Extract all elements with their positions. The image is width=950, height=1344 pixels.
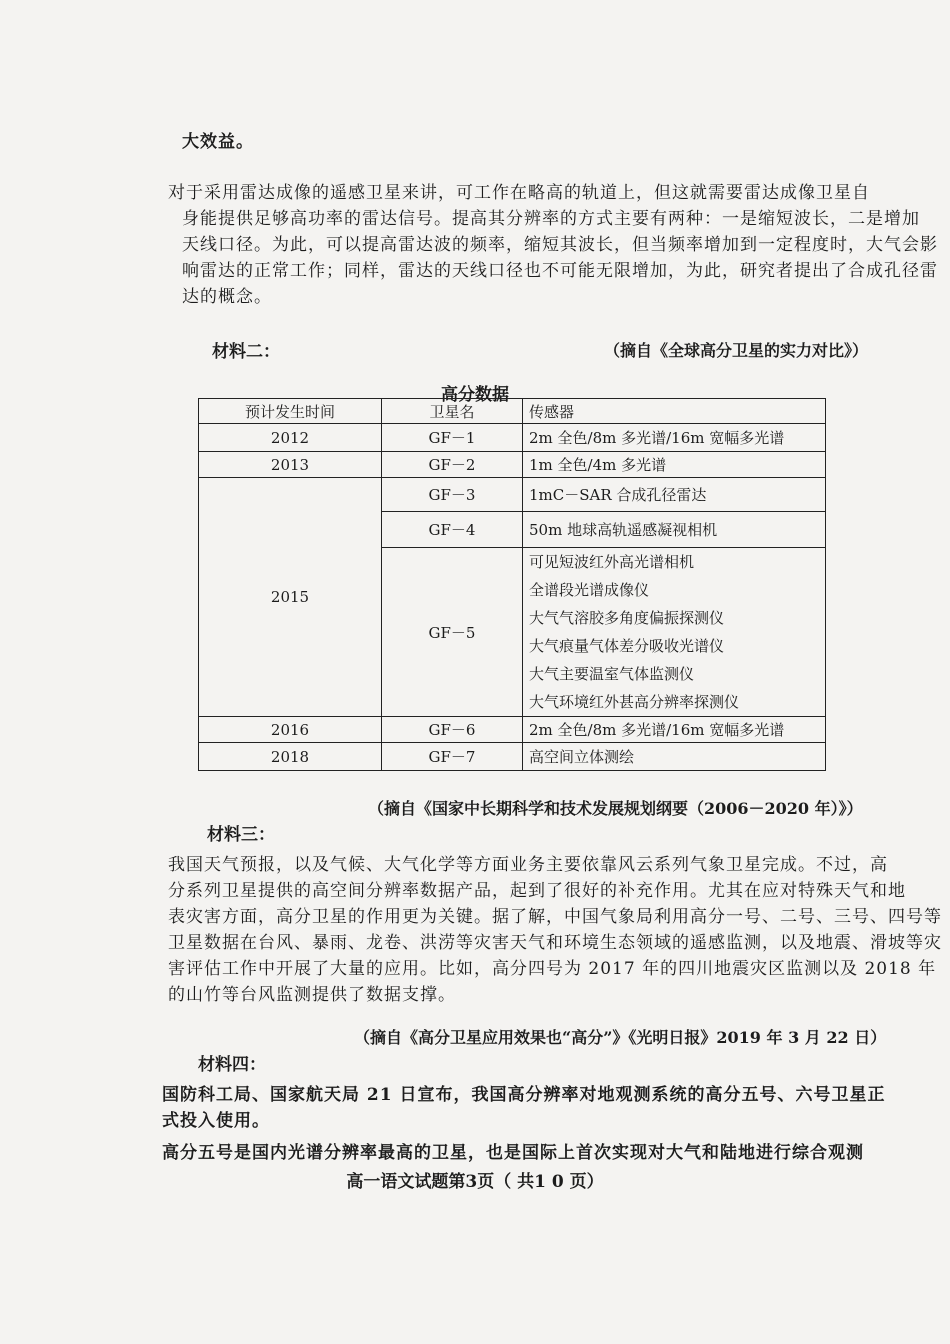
table-row [199,452,826,478]
satellite-table [198,398,826,771]
paragraph-line: 我国天气预报，以及气候、大气化学等方面业务主要依靠风云系列气象卫星完成。不过，高 [168,855,888,875]
table-header-row [199,399,826,424]
paragraph-line: 身能提供足够高功率的雷达信号。提高其分辨率的方式主要有两种：一是缩短波长，二是增加 [182,209,920,229]
sensor-cell: 1m 全色/4m 多光谱 [523,452,826,478]
sensor-item: 可见短波红外高光谱相机 [529,553,695,571]
paragraph-line: 对于采用雷达成像的遥感卫星来讲，可工作在略高的轨道上，但这就需要雷达成像卫星自 [168,183,870,203]
paragraph-line: 大效益。 [182,132,254,152]
table-row [199,717,826,743]
satellite-cell: GF－3 [382,478,523,512]
material3-label: 材料三： [207,825,275,845]
sensor-item: 大气痕量气体差分吸收光谱仪 [529,637,725,655]
satellite-cell: GF－7 [382,743,523,771]
sensor-cell: 1mC－SAR 合成孔径雷达 [523,478,826,512]
paragraph-line: 国防科工局、国家航天局 21 日宣布，我国高分辨率对地观测系统的高分五号、六号卫星正 [162,1085,886,1105]
header-cell: 预计发生时间 [199,399,382,424]
time-cell: 2012 [199,424,382,452]
sensor-item: 大气环境红外甚高分辨率探测仪 [529,693,740,711]
satellite-cell: GF－4 [382,512,523,548]
paragraph-line: 响雷达的正常工作；同样，雷达的天线口径也不可能无限增加，为此，研究者提出了合成孔径雷 [182,261,938,281]
sensor-item: 大气主要温室气体监测仪 [529,665,695,683]
page-footer: 高一语文试题第3页（ 共1 0 页） [346,1172,604,1192]
satellite-cell: GF－1 [382,424,523,452]
paragraph-line: 分系列卫星提供的高空间分辨率数据产品，起到了很好的补充作用。尤其在应对特殊天气和地 [168,881,906,901]
time-cell: 2016 [199,717,382,743]
sensor-cell: 高空间立体测绘 [523,743,826,771]
sensor-cell: 2m 全色/8m 多光谱/16m 宽幅多光谱 [523,424,826,452]
table-title: 高分数据 [441,385,509,405]
time-cell: 2013 [199,452,382,478]
time-cell: 2018 [199,743,382,771]
header-cell: 卫星名 [382,399,523,424]
material2-label: 材料二： [212,342,280,362]
sensor-item: 大气气溶胶多角度偏振探测仪 [529,609,725,627]
table-row [199,424,826,452]
satellite-cell: GF－2 [382,452,523,478]
satellite-cell: GF－5 [382,548,523,717]
material3-source: （摘自《高分卫星应用效果也“高分”》《光明日报》2019 年 3 月 22 日） [354,1028,887,1047]
table-row [199,743,826,771]
paragraph-line: 式投入使用。 [162,1111,270,1131]
paragraph-line: 达的概念。 [182,287,272,307]
sensor-list-cell [523,548,826,717]
paragraph-line: 卫星数据在台风、暴雨、龙卷、洪涝等灾害天气和环境生态领域的遥感监测，以及地震、滑坡等灾 [168,933,942,953]
paragraph-line: 表灾害方面，高分卫星的作用更为关键。据了解，中国气象局利用高分一号、二号、三号、四号等 [168,907,942,927]
paragraph-line: 天线口径。为此，可以提高雷达波的频率，缩短其波长，但当频率增加到一定程度时，大气会影 [182,235,938,255]
paragraph-line: 害评估工作中开展了大量的应用。比如，高分四号为 2017 年的四川地震灾区监测以及 2018 年 [168,959,937,979]
header-cell: 传感器 [523,399,826,424]
sensor-cell: 2m 全色/8m 多光谱/16m 宽幅多光谱 [523,717,826,743]
material2-source: （摘自《全球高分卫星的实力对比》） [604,341,869,360]
paragraph-line: 的山竹等台风监测提供了数据支撑。 [168,985,456,1005]
paragraph-line: 高分五号是国内光谱分辨率最高的卫星，也是国际上首次实现对大气和陆地进行综合观测 [162,1143,864,1163]
time-cell: 2015 [199,478,382,717]
sensor-cell: 50m 地球高轨遥感凝视相机 [523,512,826,548]
table-row [199,478,826,512]
sensor-item: 全谱段光谱成像仪 [529,581,650,599]
material4-label: 材料四： [198,1055,266,1075]
satellite-cell: GF－6 [382,717,523,743]
table-source: （摘自《国家中长期科学和技术发展规划纲要（2006－2020 年）》） [368,799,863,818]
